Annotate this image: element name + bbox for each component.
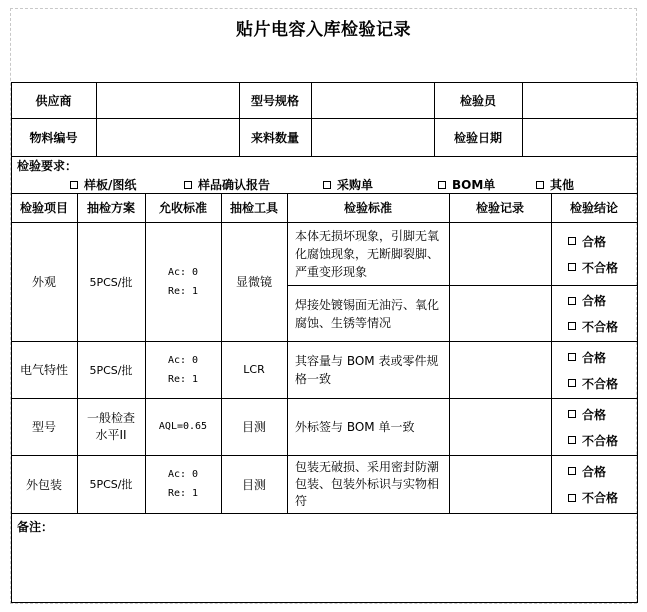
checkbox-icon[interactable] xyxy=(323,181,331,189)
pass-label: 合格 xyxy=(582,294,607,309)
checkbox-icon[interactable] xyxy=(568,297,576,305)
material-number-field[interactable] xyxy=(97,119,239,156)
row-model-conclusion xyxy=(552,399,637,455)
fail-option[interactable] xyxy=(568,489,618,506)
checkbox-icon[interactable] xyxy=(568,322,576,330)
row-electrical-standard: 其容量与 BOM 表或零件规格一致 xyxy=(295,354,439,386)
row-packaging-sampling: 5PCS/批 xyxy=(89,478,133,491)
pass-option[interactable] xyxy=(568,292,606,309)
row-packaging-record[interactable] xyxy=(450,456,551,513)
re-value: Re: 1 xyxy=(167,373,199,385)
row-appearance-record-1[interactable] xyxy=(450,223,551,285)
fail-option[interactable] xyxy=(568,375,618,392)
row-appearance-conclusion-2 xyxy=(552,286,637,341)
ac-value: Ac: 0 xyxy=(167,469,199,480)
option-label: 样板/图纸 xyxy=(84,178,137,192)
material-number-label: 物料编号 xyxy=(29,130,78,145)
column-header-sampling: 抽检方案 xyxy=(86,201,135,215)
pass-option[interactable] xyxy=(568,406,606,423)
fail-label: 不合格 xyxy=(582,319,619,334)
option-label: 其他 xyxy=(550,178,575,192)
checkbox-icon[interactable] xyxy=(568,494,576,502)
row-model-acceptance: AQL=0.65 xyxy=(158,421,208,432)
row-appearance-standard-2: 焊接处镀锡面无油污、氧化腐蚀、生锈等情况 xyxy=(295,297,440,330)
inspector-field[interactable] xyxy=(523,83,637,118)
row-model-sampling: 一般检查水平II xyxy=(86,410,135,442)
requirements-label: 检验要求： xyxy=(17,159,78,173)
row-packaging-acceptance xyxy=(145,455,221,513)
column-header-acceptance: 允收标准 xyxy=(158,201,207,215)
column-header-item: 检验项目 xyxy=(19,201,68,215)
row-appearance-record-2[interactable] xyxy=(450,286,551,341)
requirement-option-drawing[interactable] xyxy=(70,176,136,193)
remarks-label: 备注： xyxy=(17,520,54,534)
option-label: 采购单 xyxy=(337,178,374,192)
incoming-quantity-label: 来料数量 xyxy=(250,130,299,145)
pass-option[interactable] xyxy=(568,349,606,366)
divider xyxy=(11,156,638,157)
row-appearance-standard-1: 本体无损坏现象，引脚无氧化腐蚀现象，无断脚裂脚、严重变形现象 xyxy=(295,229,440,279)
fail-label: 不合格 xyxy=(582,433,619,448)
requirement-option-bom[interactable] xyxy=(438,176,495,193)
remarks-field[interactable] xyxy=(12,536,637,602)
row-appearance-acceptance xyxy=(145,222,221,341)
checkbox-icon[interactable] xyxy=(568,410,576,418)
row-model-record[interactable] xyxy=(450,399,551,455)
column-header-tool: 抽检工具 xyxy=(229,201,278,215)
checkbox-icon[interactable] xyxy=(70,181,78,189)
pass-option[interactable] xyxy=(568,233,606,250)
checkbox-icon[interactable] xyxy=(568,379,576,387)
document-title: 贴片电容入库检验记录 xyxy=(236,20,411,40)
row-electrical-conclusion xyxy=(552,342,637,398)
fail-label: 不合格 xyxy=(582,376,619,391)
pass-label: 合格 xyxy=(582,407,607,422)
pass-label: 合格 xyxy=(582,350,607,365)
ac-value: Ac: 0 xyxy=(167,266,199,278)
fail-option[interactable] xyxy=(568,259,618,276)
checkbox-icon[interactable] xyxy=(568,436,576,444)
option-label: BOM单 xyxy=(452,178,496,192)
column-header-conclusion: 检验结论 xyxy=(569,201,618,215)
pass-option[interactable] xyxy=(568,463,606,480)
row-packaging-standard: 包装无破损、采用密封防潮包装、包装外标识与实物相符 xyxy=(295,460,440,508)
checkbox-icon[interactable] xyxy=(568,263,576,271)
row-packaging-item: 外包装 xyxy=(25,477,62,492)
requirement-option-sample-report[interactable] xyxy=(184,176,270,193)
re-value: Re: 1 xyxy=(167,285,199,297)
requirement-option-purchase-order[interactable] xyxy=(323,176,373,193)
pass-label: 合格 xyxy=(582,464,607,479)
row-appearance-item: 外观 xyxy=(31,275,56,289)
checkbox-icon[interactable] xyxy=(568,353,576,361)
supplier-field[interactable] xyxy=(97,83,239,118)
fail-option[interactable] xyxy=(568,318,618,335)
row-electrical-acceptance xyxy=(145,341,221,398)
model-spec-label: 型号规格 xyxy=(250,93,299,108)
incoming-quantity-field[interactable] xyxy=(312,119,434,156)
supplier-label: 供应商 xyxy=(35,93,72,108)
checkbox-icon[interactable] xyxy=(568,467,576,475)
row-model-item: 型号 xyxy=(31,420,56,434)
table-border-right xyxy=(637,82,638,603)
checkbox-icon[interactable] xyxy=(568,237,576,245)
fail-option[interactable] xyxy=(568,432,618,449)
row-packaging-tool: 目测 xyxy=(241,477,266,492)
requirement-option-other[interactable] xyxy=(536,176,574,193)
row-electrical-tool: LCR xyxy=(243,363,265,376)
row-appearance-conclusion-1 xyxy=(552,223,637,285)
re-value: Re: 1 xyxy=(167,488,199,499)
divider xyxy=(11,513,638,514)
checkbox-icon[interactable] xyxy=(184,181,192,189)
row-appearance-tool: 显微镜 xyxy=(235,275,272,289)
column-header-record: 检验记录 xyxy=(475,201,524,215)
row-model-standard: 外标签与 BOM 单一致 xyxy=(295,420,415,434)
inspection-date-field[interactable] xyxy=(523,119,637,156)
inspector-label: 检验员 xyxy=(459,93,496,108)
row-electrical-sampling: 5PCS/批 xyxy=(89,363,133,377)
checkbox-icon[interactable] xyxy=(536,181,544,189)
ac-value: Ac: 0 xyxy=(167,354,199,366)
model-spec-field[interactable] xyxy=(312,83,434,118)
inspection-date-label: 检验日期 xyxy=(453,130,502,145)
pass-label: 合格 xyxy=(582,234,607,249)
row-electrical-record[interactable] xyxy=(450,342,551,398)
row-electrical-item: 电气特性 xyxy=(19,363,68,377)
table-border-bottom xyxy=(11,602,638,603)
fail-label: 不合格 xyxy=(582,260,619,275)
option-label: 样品确认报告 xyxy=(198,178,271,192)
row-model-tool: 目测 xyxy=(241,420,266,434)
column-header-standard: 检验标准 xyxy=(343,201,392,215)
row-packaging-conclusion xyxy=(552,456,637,513)
fail-label: 不合格 xyxy=(582,491,619,506)
checkbox-icon[interactable] xyxy=(438,181,446,189)
row-appearance-sampling: 5PCS/批 xyxy=(89,275,133,289)
